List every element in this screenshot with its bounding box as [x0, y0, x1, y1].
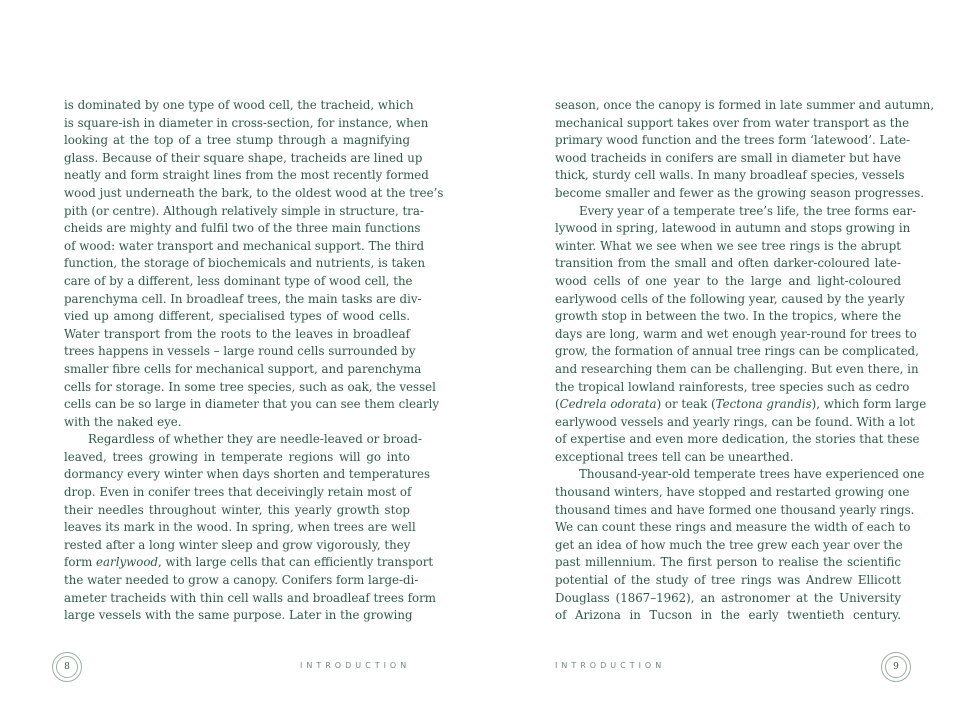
- text-line: ameter tracheids with thin cell walls and broadleaf trees form: [64, 590, 436, 605]
- text-fragment: ), which form large: [811, 397, 927, 412]
- page-number-badge: [881, 652, 911, 682]
- text-fragment: form: [64, 555, 97, 570]
- left-body-text: [64, 97, 444, 625]
- text-line: thousand winters, have stopped and restarted growing one: [555, 485, 910, 500]
- text-line: thousand times and have formed one thousand yearly rings.: [555, 502, 915, 517]
- text-line: looking at the top of a tree stump through a magnifying: [64, 133, 410, 148]
- text-line: the tropical lowland rainforests, tree species such as cedro: [555, 379, 910, 394]
- text-line: pith (or centre). Although relatively simple in structure, tra-: [64, 203, 424, 218]
- text-fragment: ) or teak (: [656, 397, 716, 412]
- text-line: Every year of a temperate tree’s life, the tree forms ear-: [579, 203, 917, 218]
- text-line: rested after a long winter sleep and grow vigorously, they: [64, 537, 411, 552]
- text-line: the water needed to grow a canopy. Conifers form large-di-: [64, 573, 419, 588]
- right-page: [480, 0, 960, 720]
- text-line: their needles throughout winter, this yearly growth stop: [64, 502, 410, 517]
- right-paragraph-2: [555, 203, 927, 467]
- text-line: become smaller and fewer as the growing season progresses.: [555, 185, 924, 200]
- text-line: Water transport from the roots to the leaves in broadleaf: [64, 326, 410, 341]
- text-line: cheids are mighty and fulfil two of the three main functions: [64, 221, 421, 236]
- right-body-text: [555, 97, 935, 625]
- page-number-badge: [52, 652, 82, 682]
- text-fragment: (: [555, 397, 560, 412]
- text-line: function, the storage of biochemicals and nutrients, is taken: [64, 256, 426, 271]
- text-line: earlywood vessels and yearly rings, can be found. With a lot: [555, 414, 915, 429]
- left-paragraph-2: [64, 431, 436, 625]
- text-line: get an idea of how much the tree grew each year over the: [555, 537, 903, 552]
- page-number: 9: [885, 656, 907, 678]
- text-line: earlywood cells of the following year, caused by the yearly: [555, 291, 905, 306]
- text-line: leaves its mark in the wood. In spring, when trees are well: [64, 520, 416, 535]
- text-line: is square-ish in diameter in cross-section, for instance, when: [64, 115, 429, 130]
- text-line: winter. What we see when we see tree rings is the abrupt: [555, 238, 901, 253]
- text-line: days are long, warm and wet enough year-round for trees to: [555, 326, 917, 341]
- italic-term-earlywood: earlywood: [96, 555, 158, 570]
- text-line: lywood in spring, latewood in autumn and stops growing in: [555, 221, 911, 236]
- text-line: exceptional trees tell can be unearthed.: [555, 449, 794, 464]
- text-line: potential of the study of tree rings was Andrew Ellicott: [555, 573, 901, 588]
- text-line: wood tracheids in conifers are small in diameter but have: [555, 150, 901, 165]
- text-line: dormancy every winter when days shorten and temperatures: [64, 467, 430, 482]
- text-line: wood just underneath the bark, to the oldest wood at the tree’s: [64, 185, 444, 200]
- text-line: drop. Even in conifer trees that deceivingly retain most of: [64, 485, 412, 500]
- text-line: neatly and form straight lines from the most recently formed: [64, 168, 429, 183]
- text-line: season, once the canopy is formed in late summer and autumn,: [555, 98, 935, 112]
- text-line: care of by a different, less dominant type of wood cell, the: [64, 273, 413, 288]
- text-line: is dominated by one type of wood cell, the tracheid, which: [64, 98, 414, 112]
- text-line: trees happens in vessels – large round cells surrounded by: [64, 344, 416, 359]
- text-line: glass. Because of their square shape, tracheids are lined up: [64, 150, 423, 165]
- text-line-species: [555, 396, 927, 414]
- running-head: INTRODUCTION: [300, 661, 411, 670]
- text-line: thick, sturdy cell walls. In many broadleaf species, vessels: [555, 168, 905, 183]
- text-line: smaller fibre cells for mechanical support, and parenchyma: [64, 361, 422, 376]
- text-line: vied up among different, specialised types of wood cells.: [64, 309, 410, 324]
- text-line: transition from the small and often darker-coloured late-: [555, 256, 901, 271]
- text-line: growth stop in between the two. In the tropics, where the: [555, 309, 902, 324]
- right-paragraph-3: [555, 466, 925, 624]
- text-line: and researching them can be challenging. But even there, in: [555, 361, 919, 376]
- left-paragraph-1: [64, 97, 444, 431]
- text-line: Douglass (1867–1962), an astronomer at the University: [555, 590, 901, 605]
- text-line: of wood: water transport and mechanical support. The third: [64, 238, 424, 253]
- text-line: past millennium. The first person to realise the scientific: [555, 555, 901, 570]
- right-paragraph-1: [555, 97, 935, 203]
- text-line: We can count these rings and measure the width of each to: [555, 520, 911, 535]
- italic-species-tectona: Tectona grandis: [715, 397, 812, 412]
- text-line: mechanical support takes over from water transport as the: [555, 115, 910, 130]
- text-line: grow, the formation of annual tree rings can be complicated,: [555, 344, 919, 359]
- text-line: with the naked eye.: [64, 414, 182, 429]
- text-line: leaved, trees growing in temperate regions will go into: [64, 449, 410, 464]
- text-fragment: , with large cells that can efficiently transport: [158, 555, 434, 570]
- text-line: cells can be so large in diameter that you can see them clearly: [64, 397, 440, 412]
- text-line: of expertise and even more dedication, the stories that these: [555, 432, 920, 447]
- italic-species-cedrela: Cedrela odorata: [559, 397, 657, 412]
- text-line: large vessels with the same purpose. Later in the growing: [64, 608, 413, 623]
- page-number: 8: [56, 656, 78, 678]
- text-line: primary wood function and the trees form ‘latewood’. Late-: [555, 133, 911, 148]
- text-line: cells for storage. In some tree species, such as oak, the vessel: [64, 379, 436, 394]
- text-line: parenchyma cell. In broadleaf trees, the main tasks are div-: [64, 291, 422, 306]
- text-line: Thousand-year-old temperate trees have experienced one: [579, 467, 925, 482]
- text-line-earlywood: [64, 554, 434, 572]
- text-line: Regardless of whether they are needle-leaved or broad-: [88, 432, 422, 447]
- running-head: INTRODUCTION: [555, 661, 666, 670]
- text-line: wood cells of one year to the large and light-coloured: [555, 273, 901, 288]
- text-line: of Arizona in Tucson in the early twentieth century.: [555, 608, 901, 623]
